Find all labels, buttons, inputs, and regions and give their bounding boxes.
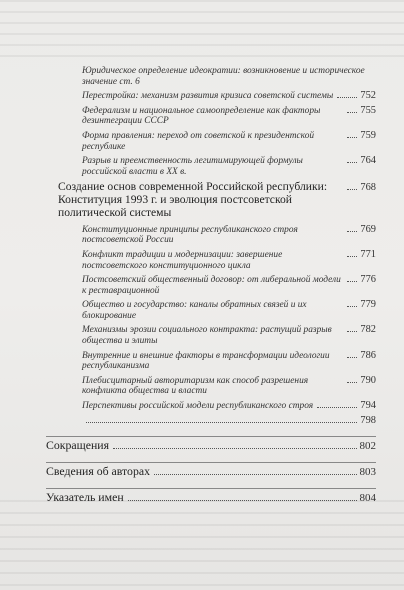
toc-page-number: 804 — [359, 491, 376, 504]
toc-title: Форма правления: переход от советской к президентской республике — [82, 130, 315, 152]
dot-leader — [347, 331, 357, 332]
table-of-contents — [46, 66, 376, 506]
toc-section — [46, 462, 376, 478]
toc-title: Конфликт традиции и модернизации: завершение постсоветского конституционного цикла — [82, 249, 283, 271]
dot-leader — [347, 162, 357, 163]
toc-subsection — [70, 274, 376, 296]
toc-subsection — [70, 299, 376, 321]
toc-subsection — [70, 350, 376, 372]
toc-title: Сведения об авторах — [46, 463, 150, 478]
dot-leader — [347, 256, 357, 257]
toc-subsection — [70, 224, 376, 246]
toc-subsection — [70, 66, 376, 87]
toc-page-number: 803 — [359, 465, 376, 478]
dot-leader — [347, 306, 357, 307]
toc-page-only — [70, 415, 376, 426]
toc-page-number: 768 — [360, 182, 376, 194]
toc-title: Федерализм и национальное самоопределение как факторы дезинтеграции СССР — [82, 105, 321, 127]
toc-chapter — [58, 181, 376, 219]
dot-leader — [113, 448, 356, 449]
toc-title: Постсоветский общественный договор: от либеральной модели к реставрационной — [82, 275, 341, 296]
dot-leader — [154, 474, 357, 475]
toc-title: Перестройка: механизм развития кризиса советской системы — [82, 91, 334, 102]
dot-leader — [347, 112, 357, 113]
toc-title: Юридическое определение идеократии: возникновение и историческое значение ст. 6 — [82, 66, 365, 87]
toc-page-number: 798 — [360, 414, 376, 426]
bleed-through-text-bottom — [0, 500, 404, 590]
toc-subsection — [70, 324, 376, 346]
toc-title: Перспективы российской модели республиканского строя — [82, 401, 314, 412]
toc-title: Внутренние и внешние факторы в трансформации идеологии республиканизма — [82, 350, 330, 372]
toc-title: Общество и государство: каналы обратных связей и их блокирование — [82, 300, 307, 321]
separator-rule — [46, 462, 376, 463]
dot-leader — [86, 422, 357, 423]
toc-title: Сокращения — [46, 437, 110, 452]
toc-subsection — [70, 105, 376, 127]
bleed-through-text-top — [0, 0, 404, 60]
toc-subsection — [70, 249, 376, 271]
toc-subsection — [70, 90, 376, 102]
dot-leader — [347, 137, 357, 138]
toc-section — [46, 436, 376, 452]
toc-title: Указатель имен — [46, 489, 124, 504]
toc-page-number: 794 — [360, 400, 376, 412]
dot-leader — [317, 407, 357, 408]
dot-leader — [128, 500, 357, 501]
separator-rule — [46, 436, 376, 437]
toc-page-number: 776 — [360, 274, 376, 286]
toc-title: Плебисцитарный авторитаризм как способ разрешения конфликта общества и власти — [82, 375, 309, 397]
toc-page-number: 790 — [360, 374, 376, 386]
toc-page-number: 779 — [360, 299, 376, 311]
toc-page-number: 764 — [360, 155, 376, 167]
toc-page-number: 786 — [360, 349, 376, 361]
toc-page-number: 782 — [360, 324, 376, 336]
toc-section — [46, 488, 376, 504]
toc-page-number: 802 — [359, 439, 376, 452]
toc-subsection — [70, 400, 376, 412]
dot-leader — [347, 189, 357, 190]
dot-leader — [347, 357, 357, 358]
toc-page-number: 769 — [360, 223, 376, 235]
toc-page-number: 771 — [360, 248, 376, 260]
dot-leader — [337, 97, 357, 98]
dot-leader — [347, 231, 357, 232]
toc-subsection — [70, 130, 376, 152]
dot-leader — [347, 382, 357, 383]
dot-leader — [347, 281, 357, 282]
toc-page-number: 752 — [360, 90, 376, 102]
toc-subsection — [70, 375, 376, 397]
toc-title: Разрыв и преемственность легитимирующей формулы российской власти в XX в. — [82, 156, 303, 177]
toc-title: Механизмы эрозии социального контракта: растущий разрыв общества и элиты — [82, 325, 332, 347]
toc-title: Создание основ современной Российской республики: Конституция 1993 г. и эволюция постсоветской политической системы — [58, 180, 328, 219]
toc-page-number: 759 — [360, 129, 376, 141]
toc-title: Конституционные принципы республиканского строя постсоветской России — [82, 224, 298, 246]
toc-subsection — [70, 155, 376, 177]
separator-rule — [46, 488, 376, 489]
toc-page-number: 755 — [360, 104, 376, 116]
